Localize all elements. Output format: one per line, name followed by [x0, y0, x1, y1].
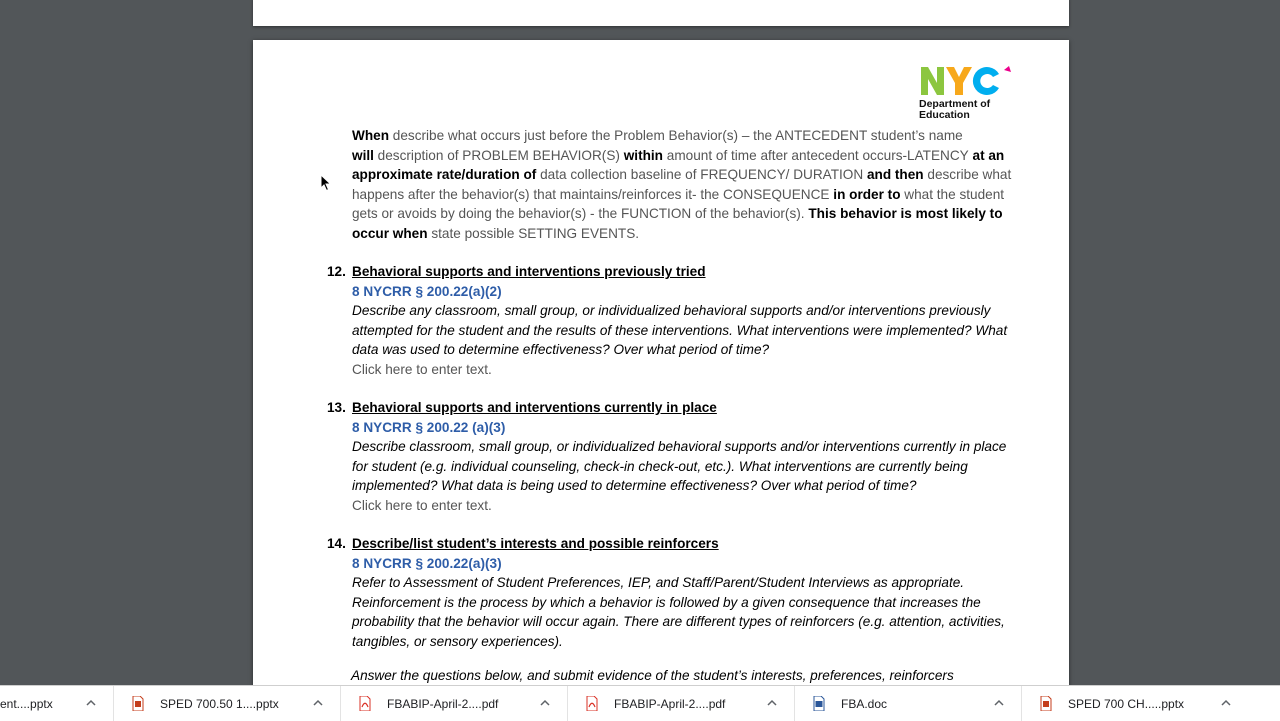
chevron-up-icon[interactable]: [766, 697, 778, 709]
doc-file-icon: [813, 696, 825, 711]
para-keyword: When: [352, 128, 389, 143]
section-reference: 8 NYCRR § 200.22 (a)(3): [352, 419, 506, 435]
section-heading: Behavioral supports and interventions previously tried: [352, 264, 706, 279]
section-number: 14.: [327, 536, 346, 551]
download-item[interactable]: [359, 686, 498, 721]
download-filename: SPED 700 CH.....pptx: [1068, 696, 1185, 711]
chevron-up-icon[interactable]: [993, 697, 1005, 709]
section-number: 12.: [327, 264, 346, 279]
download-item[interactable]: [0, 686, 53, 721]
chevron-up-icon[interactable]: [85, 697, 97, 709]
download-filename: FBABIP-April-2....pdf: [387, 696, 499, 711]
section-reference: 8 NYCRR § 200.22(a)(2): [352, 283, 502, 299]
download-separator: [113, 686, 114, 721]
para-placeholder[interactable]: describe what happens after the behavior(s) that maintains/reinforces it- the CONSEQUENCE: [352, 167, 1012, 202]
pdf-file-icon: [359, 696, 371, 711]
chevron-up-icon[interactable]: [1220, 697, 1232, 709]
download-item[interactable]: [813, 686, 887, 721]
section-description: Describe classroom, small group, or individualized behavioral supports and/or interventions currently in place for student (e.g. individual counseling, check-in check-out, etc.). What interventions are currently being implemented? What data is being used to determine effectiveness? Over what period of time?: [352, 439, 1007, 493]
section-description: Refer to Assessment of Student Preferences, IEP, and Staff/Parent/Student Interviews as appropriate. Reinforcement is the process by which a behavior is followed by a given consequence that increases the probability that the behavior will occur again. There are different types of reinforcers (e.g. attention, activities, tangibles, or sensory experiences).: [352, 575, 1005, 649]
section-reference: 8 NYCRR § 200.22(a)(3): [352, 555, 502, 571]
para-placeholder[interactable]: data collection baseline of FREQUENCY/ DURATION: [536, 167, 864, 182]
para-placeholder[interactable]: amount of time after antecedent occurs-LATENCY: [662, 147, 969, 163]
download-filename: FBA.doc: [841, 696, 888, 711]
pptx-file-icon: [132, 696, 144, 711]
download-separator: [1021, 686, 1022, 721]
download-separator: [340, 686, 341, 721]
para-placeholder[interactable]: describe what occurs just before the Problem Behavior(s) – the ANTECEDENT student’s name: [389, 128, 963, 143]
enter-text-field[interactable]: Click here to enter text.: [352, 497, 492, 513]
cut-off-instruction: Answer the questions below, and submit evidence of the student’s interests, preferences, reinforcers: [351, 668, 954, 683]
chevron-up-icon[interactable]: [312, 697, 324, 709]
enter-text-field[interactable]: Click here to enter text.: [352, 361, 492, 377]
download-filename: FBABIP-April-2....pdf: [614, 696, 726, 711]
para-keyword: and then: [863, 167, 924, 182]
para-placeholder[interactable]: description of PROBLEM BEHAVIOR(S): [373, 147, 624, 163]
download-filename: ent....pptx: [0, 696, 53, 711]
para-keyword: in order to: [829, 186, 901, 202]
download-separator: [567, 686, 568, 721]
downloads-bar: [0, 685, 1280, 721]
download-item[interactable]: [586, 686, 725, 721]
chevron-up-icon[interactable]: [539, 697, 551, 709]
para-keyword: will: [352, 147, 374, 163]
logo-caption: [919, 99, 990, 121]
section-heading: Behavioral supports and interventions currently in place: [352, 400, 717, 415]
logo-caption-line-1: Department of: [919, 98, 991, 110]
para-keyword: at an approximate rate/duration of: [352, 147, 1005, 182]
download-separator: [794, 686, 795, 721]
mouse-pointer-icon: [320, 174, 332, 192]
logo-caption-line-2: Education: [919, 109, 970, 121]
download-item[interactable]: [1040, 686, 1184, 721]
section-description: Describe any classroom, small group, or individualized behavioral supports and/or interventions previously attempted for the student and the results of these interventions. What interventions were implemented? What data was used to determine effectiveness? Over what period of time?: [352, 303, 1008, 357]
section-number: 13.: [327, 400, 346, 415]
pdf-page: [253, 40, 1069, 700]
download-item[interactable]: [132, 686, 279, 721]
section-heading: Describe/list student’s interests and possible reinforcers: [352, 536, 719, 551]
pdf-file-icon: [586, 696, 598, 711]
previous-page-bottom: [253, 0, 1069, 26]
para-keyword: This behavior is most likely to occur when: [352, 206, 1003, 241]
para-placeholder[interactable]: what the student gets or avoids by doing the behavior(s) - the FUNCTION of the behavior(s).: [352, 186, 1005, 221]
para-placeholder[interactable]: state possible SETTING EVENTS.: [427, 225, 640, 241]
pptx-file-icon: [1040, 696, 1052, 711]
para-keyword: within: [623, 147, 663, 163]
behavior-hypothesis-paragraph: [352, 126, 1024, 243]
download-filename: SPED 700.50 1....pptx: [160, 696, 279, 711]
